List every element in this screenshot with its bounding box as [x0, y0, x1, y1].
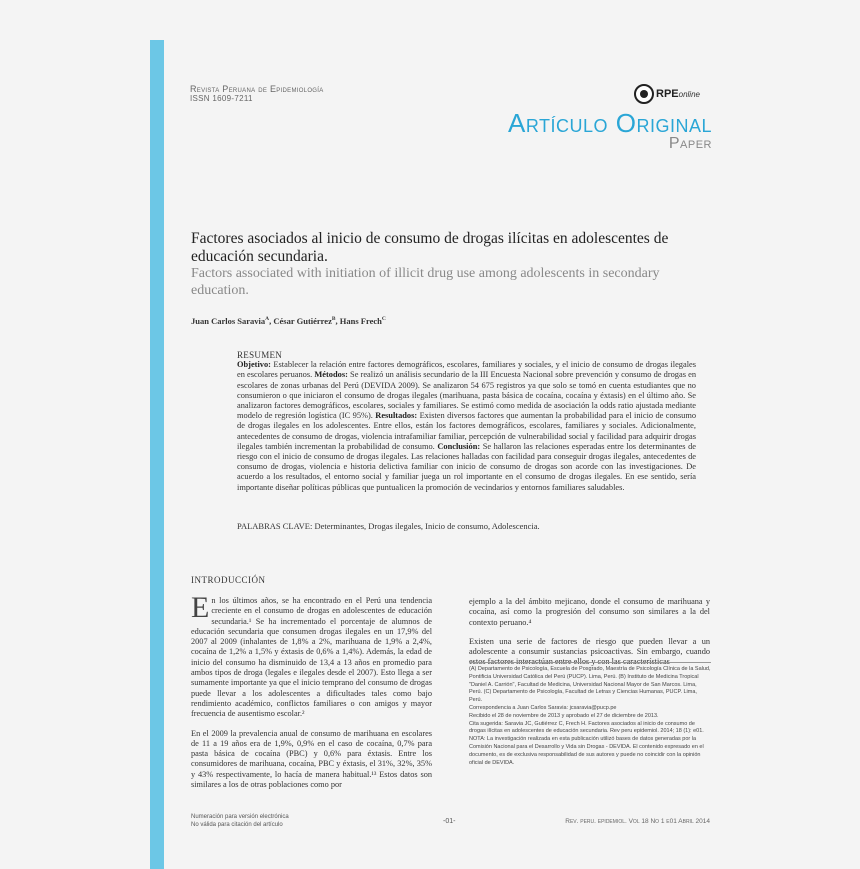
author-3: Hans Frech	[339, 316, 382, 326]
conclusion-label: Conclusión:	[437, 441, 481, 451]
footer-left-line-2: No válida para citación del artículo	[191, 821, 283, 828]
issn: ISSN 1609-7211	[190, 94, 253, 103]
footer-citation: Rev. peru. epidemiol. Vol 18 No 1 e01 Abril 2014	[565, 818, 710, 825]
results-label: Resultados:	[375, 411, 418, 421]
author-1-sup: A	[265, 316, 270, 323]
intro-heading: INTRODUCCIÓN	[191, 575, 266, 585]
intro-paragraph-3: ejemplo a la del ámbito mejicano, donde el consumo de marihuana y cocaína, así como la progresión del consumo son similares a la del contexto peruano.⁴	[469, 597, 710, 627]
note: NOTA: La investigación realizada en esta publicación utilizó bases de datos generadas por la Comisión Nacional para el Desarrollo y Vida sin Drogas - DEVIDA. El contenido expresado en el documento, es de exclusiva responsabilidad de sus autores y puede no coincidir con la opinión oficial de DEVIDA.	[469, 736, 704, 766]
author-1: Juan Carlos Saravia	[191, 316, 266, 326]
conclusion-text: Se hallaron las relaciones esperadas entre los determinantes de riesgo con el inicio de consumo de drogas ilegales. Las relaciones halladas con facilidad para conseguir drogas ilegales, antecedentes de consumo de drogas, violencia e historia delictiva familiar con inicio de consumo de drogas son acorde con las investigaciones. De acuerdo a los resultados, el entorno social y familiar juega un rol importante en el consumo de drogas ilegales. En ese sentido, sería importante diseñar políticas públicas que puntualicen la promoción de vecindarios y entornos familiares saludables.	[237, 441, 697, 492]
methods-text: Se realizó un análisis secundario de la III Encuesta Nacional sobre prevención y consumo de drogas en escolares de zonas urbanas del Perú (DEVIDA 2009). Se analizaron 54 675 registros ya que solo se tomó en cuenta estudiantes que no consumieron o que iniciaron el consumo de drogas ilegales (marihuana, pasta básica de cocaína, cocaína y éxtasis) en el último año. Se analizaron factores demográficos, escolares, sociales y familiares. Se estimó como medida de asociación la odds ratio ajustada mediante modelo de regresión logística (IC 95%).	[237, 370, 697, 421]
page-number: -01-	[443, 818, 456, 825]
intro-paragraph-1: En los últimos años, se ha encontrado en el Perú una tendencia creciente en el consumo de drogas en adolescentes de educación secundaria.¹ Se ha incrementado el porcentaje de alumnos de educación secundaria que consumen drogas ilegales en un 17,9% del 2007 al 2009 (inhalantes de 1,8% a 2%, marihuana de 1,9% a 2,4%, cocaína de 1,2% a 1,5% y éxtasis de 0,6% a 1,4%). Además, la edad de inicio del consumo ha disminuido de 13,4 a 13 años en promedio para ambos tipos de droga (legales e ilegales desde el 2007). Esto llega a ser sumamente importante ya que el inicio temprano del consumo de drogas puede llevar a los adolescentes a dificultades tales como bajo rendimiento académico, conflictos familiares o con amigos y mayor frecuencia de ausentismo escolar.²	[191, 591, 432, 719]
author-2-sup: B	[331, 316, 336, 323]
footer-left-line-1: Numeración para versión electrónica	[191, 814, 289, 820]
objective-text: Establecer la relación entre factores demográficos, escolares, familiares y sociales, y el inicio de consumo de drogas ilegales en escolares peruanos.	[237, 360, 697, 380]
author-3-sup: C	[381, 316, 386, 323]
title-spanish: Factores asociados al inicio de consumo de drogas ilícitas en adolescentes de educación secundaria.	[191, 230, 669, 265]
drop-cap: E	[191, 591, 210, 624]
footer-left	[191, 814, 289, 829]
suggested-citation: Cita sugerida: Saravia JC, Gutiérrez C, Frech H. Factores asociados al inicio de consumo de drogas ilícitas en adolescentes de educación secundaria. Rev peru epidemiol. 2014; 18 (1): e01.	[469, 720, 704, 735]
title-english: Factors associated with initiation of illicit drug use among adolescents in secondary education.	[191, 266, 660, 298]
rpe-logo	[634, 82, 714, 106]
abstract	[237, 350, 696, 493]
logo-circle-icon	[634, 84, 654, 104]
affiliation-list: (A) Departamento de Psicología, Escuela de Posgrado, Maestría de Psicología Clínica de la Salud, Pontificia Universidad Católica del Perú (PUCP). Lima, Perú. (B) Instituto de Medicina Tropical "Daniel A. Carrión", Facultad de Medicina, Universidad Nacional Mayor de San Marcos. Lima, Perú. (C) Departamento de Psicología, Facultad de Letras y Ciencias Humanas, PUCP. Lima, Perú.	[469, 666, 711, 704]
article-type-en: Paper	[668, 135, 712, 152]
keywords: PALABRAS CLAVE: Determinantes, Drogas ilegales, Inicio de consumo, Adolescencia.	[237, 521, 540, 531]
affiliations-footnote	[469, 662, 711, 767]
article-type: Artículo Original	[508, 108, 712, 138]
methods-label: Métodos:	[314, 370, 348, 380]
journal-header	[190, 84, 324, 104]
intro-paragraph-2: En el 2009 la prevalencia anual de consumo de marihuana en escolares de 11 a 19 años era de 1,9%, 0,9% en el caso de cocaína, 0,7% para pasta básica de cocaína (PBC) y 0,6% para éxtasis. Entre los consumidores de marihuana, cocaína, PBC y éxtasis, el 31%, 32%, 35% y 43% respectivamente, lo hacía de manera habitual.¹³ Estos datos son similares a los de otras poblaciones como por	[191, 728, 432, 790]
logo-rpe: RPE	[656, 88, 679, 100]
received-date: Recibido el 28 de noviembre de 2013 y aprobado el 27 de diciembre de 2013.	[469, 712, 659, 719]
correspondence: Correspondencia a Juan Carlos Saravia: jcsaravia@pucp.pe	[469, 704, 617, 711]
logo-online: online	[678, 89, 700, 99]
accent-band	[150, 40, 164, 869]
author-2: César Gutiérrez	[273, 316, 332, 326]
journal-name: Revista Peruana de Epidemiología	[190, 84, 324, 94]
abstract-heading: RESUMEN	[237, 350, 283, 360]
objective-label: Objetivo:	[237, 360, 271, 370]
column-left	[191, 591, 432, 799]
intro-paragraph-4: Existen una serie de factores de riesgo que pueden llevar a un adolescente a consumir sustancias psicoactivas. Sin embargo, cuando estos factores interactúan entre ellos y con las características	[469, 636, 710, 667]
authors: Juan Carlos Saravia$^A$, César Gutiérrez$^B$, Hans Frech$^C$	[191, 316, 386, 326]
results-text: Existen diversos factores que aumentan la probabilidad para el inicio de consumo de drogas ilegales en los adolescentes. Entre ellos, están los factores demográficos, escolares, familiares y sociales. Adicionalmente, antecedentes de consumo de drogas, violencia intrafamiliar familiar, percepción de vulnerabilidad social y facilidad para adquirir drogas ilegales también incrementan la probabilidad de consumo.	[237, 411, 697, 451]
